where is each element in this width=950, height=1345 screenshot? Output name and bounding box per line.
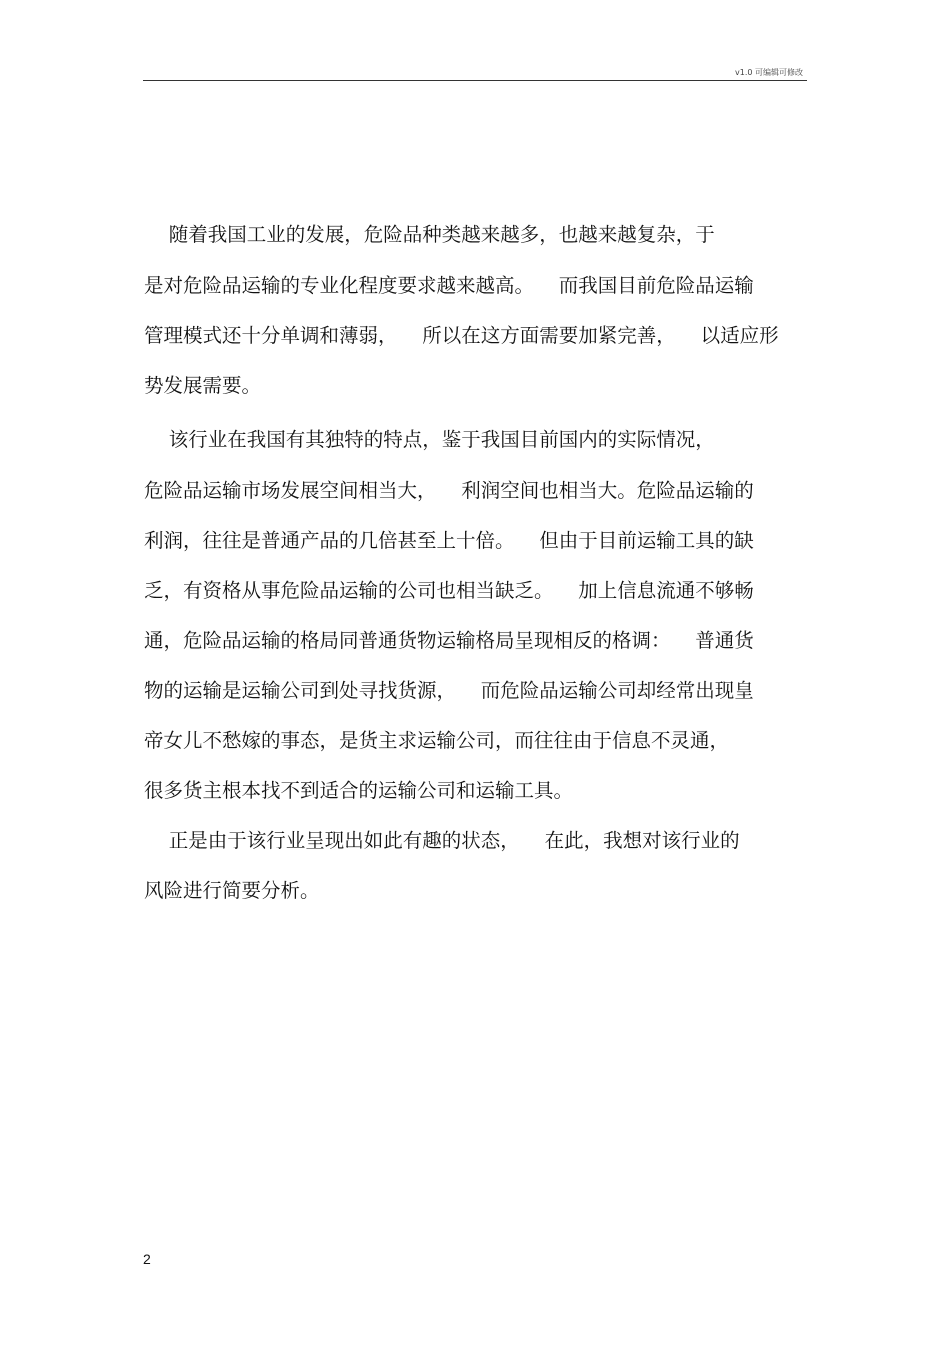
body-line: 随着我国工业的发展，危险品种类越来越多，也越来越复杂，于 [144,223,715,246]
header-version-note: v1.0 可编辑可修改 [735,68,803,77]
body-line: 通，危险品运输的格局同普通货物运输格局呈现相反的格调： 普通货 [144,629,754,652]
body-line: 物的运输是运输公司到处寻找货源， 而危险品运输公司却经常出现皇 [144,679,754,702]
body-line: 很多货主根本找不到适合的运输公司和运输工具。 [144,779,574,802]
page-number: 2 [143,1251,151,1267]
body-line: 该行业在我国有其独特的特点，鉴于我国目前国内的实际情况， [144,428,715,451]
body-line: 乏，有资格从事危险品运输的公司也相当缺乏。 加上信息流通不够畅 [144,579,754,602]
body-line: 帝女儿不愁嫁的事态，是货主求运输公司，而往往由于信息不灵通， [144,729,730,752]
header-divider [143,80,807,81]
body-line: 正是由于该行业呈现出如此有趣的状态， 在此，我想对该行业的 [144,829,740,852]
body-line: 管理模式还十分单调和薄弱， 所以在这方面需要加紧完善， 以适应形 [144,324,779,347]
body-line: 利润，往往是普通产品的几倍甚至上十倍。 但由于目前运输工具的缺 [144,529,754,552]
body-line: 是对危险品运输的专业化程度要求越来越高。 而我国目前危险品运输 [144,274,754,297]
body-line: 势发展需要。 [144,374,262,397]
body-line: 危险品运输市场发展空间相当大， 利润空间也相当大。危险品运输的 [144,479,754,502]
body-line: 风险进行简要分析。 [144,879,320,902]
